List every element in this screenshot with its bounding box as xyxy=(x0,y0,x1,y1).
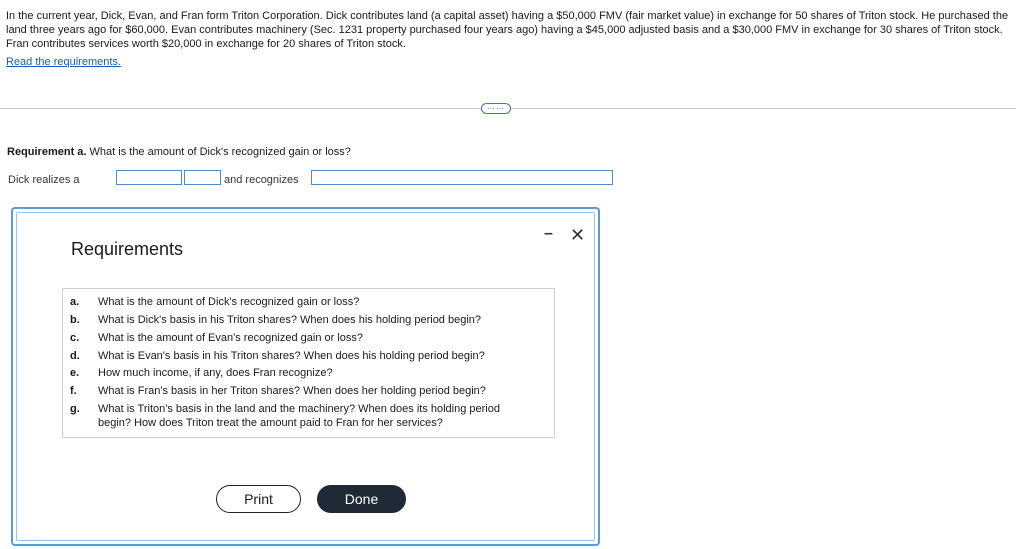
modal-title: Requirements xyxy=(71,239,184,259)
print-button[interactable]: Print xyxy=(216,485,301,513)
item-letter: b. xyxy=(70,314,80,326)
minimize-icon[interactable]: – xyxy=(544,225,553,242)
problem-statement: In the current year, Dick, Evan, and Fran form Triton Corporation. Dick contributes land (a capital asset) having a $50,000 FMV (fair market value) in exchange for 50 shares of Triton stock. He purchased the land three years ago for $60,000. Evan contributes machinery (Sec. 1231 property purchased four years ago) having a $45,000 adjusted basis and a $30,000 FMV in exchange for 30 shares of Triton stock. Fran contributes services worth $20,000 in exchange for 20 shares of Triton stock. xyxy=(6,10,1009,50)
requirements-list xyxy=(62,288,555,438)
item-letter: e. xyxy=(70,367,80,379)
read-requirements-link[interactable]: Read the requirements. xyxy=(6,56,121,68)
item-text: What is the amount of Evan's recognized gain or loss? xyxy=(98,332,364,344)
item-letter: f. xyxy=(70,385,77,397)
requirement-a-question xyxy=(7,146,351,158)
requirement-a-text: What is the amount of Dick's recognized gain or loss? xyxy=(89,146,351,158)
gain-loss-select[interactable] xyxy=(184,170,221,185)
item-letter: d. xyxy=(70,350,80,362)
item-text: What is Triton's basis in the land and the machinery? When does its holding period begin? How does Triton treat the amount paid to Fran for her services? xyxy=(98,403,500,429)
item-text: What is the amount of Dick's recognized gain or loss? xyxy=(98,296,360,308)
item-text: What is Dick's basis in his Triton shares? When does his holding period begin? xyxy=(98,314,482,326)
done-button[interactable]: Done xyxy=(317,485,406,513)
item-letter: a. xyxy=(70,296,80,308)
recognizes-label: and recognizes xyxy=(224,174,299,186)
close-icon[interactable]: ✕ xyxy=(570,225,586,245)
item-letter: c. xyxy=(70,332,80,344)
recognized-amount-input[interactable] xyxy=(311,170,613,185)
item-text: How much income, if any, does Fran recognize? xyxy=(98,367,333,379)
modal-inner-border xyxy=(16,212,595,541)
requirement-a-label: Requirement a. xyxy=(7,146,87,158)
item-text: What is Fran's basis in her Triton shares? When does her holding period begin? xyxy=(98,385,486,397)
item-letter: g. xyxy=(70,403,80,415)
item-text: What is Evan's basis in his Triton shares? When does his holding period begin? xyxy=(98,350,485,362)
expand-more-button[interactable]: …… xyxy=(481,103,511,114)
dick-realizes-label: Dick realizes a xyxy=(8,174,80,186)
requirements-modal xyxy=(11,207,600,546)
realized-amount-input[interactable] xyxy=(116,170,182,185)
